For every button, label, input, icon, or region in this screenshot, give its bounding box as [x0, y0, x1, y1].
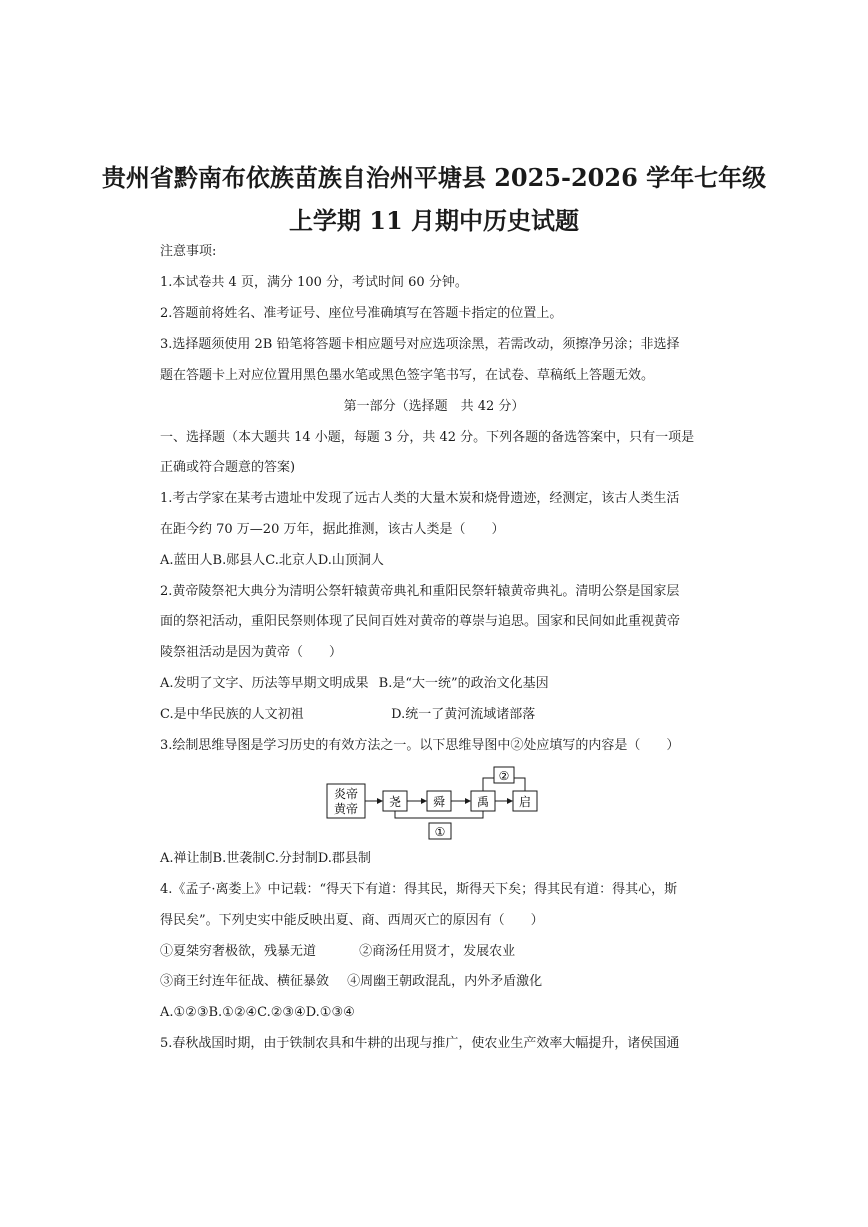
q2-stem-3: 陵祭祖活动是因为黄帝（ ） [160, 645, 343, 660]
q2-stem-2: 面的祭祀活动，重阳民祭则体现了民间百姓对黄帝的尊崇与追思。国家和民间如此重视黄帝 [160, 614, 681, 629]
q4-statement-4: ④周幽王朝政混乱，内外矛盾激化 [347, 974, 543, 989]
q3-stem: 3.绘制思维导图是学习历史的有效方法之一。以下思维导图中②处应填写的内容是（ ） [160, 738, 680, 753]
q1-stem-1: 1.考古学家在某考古遗址中发现了远古人类的大量木炭和烧骨遗迹，经测定，该古人类生活 [160, 491, 680, 506]
notice-heading: 注意事项: [160, 244, 217, 259]
q2-options-cd [160, 706, 716, 724]
exam-title-line2: 上学期 11 月期中历史试题 [288, 206, 580, 235]
notice-item-3-cont: 题在答题卡上对应位置用黑色墨水笔或黑色签字笔书写，在试卷、草稿纸上答题无效。 [160, 368, 655, 383]
q4-statement-3: ③商王纣连年征战、横征暴敛 [160, 974, 330, 989]
node-yu-label: 禹 [476, 795, 490, 809]
q4-statements-34 [160, 973, 716, 991]
q4-options: A.①②③B.①②④C.②③④D.①③④ [160, 1005, 355, 1020]
section-instructions-2: 正确或符合题意的答案) [160, 460, 296, 475]
node-shun-label: 舜 [432, 795, 446, 809]
q2-option-a: A.发明了文字、历法等早期文明成果 [160, 676, 369, 691]
q2-option-c: C.是中华民族的人文初祖 [160, 707, 304, 722]
node-yao-label: 尧 [388, 795, 402, 809]
start-label-2: 黄帝 [333, 802, 359, 816]
start-label-1: 炎帝 [333, 787, 359, 801]
q1-options: A.蓝田人B.郧县人C.北京人D.山顶洞人 [160, 553, 384, 568]
notice-item-1: 1.本试卷共 4 页，满分 100 分，考试时间 60 分钟。 [160, 275, 468, 290]
q2-option-d: D.统一了黄河流域诸部落 [391, 707, 536, 722]
q2-options-ab [160, 675, 716, 693]
q4-statement-1: ①夏桀穷奢极欲，残暴无道 [160, 944, 317, 959]
q2-stem-1: 2.黄帝陵祭祀大典分为清明公祭轩辕黄帝典礼和重阳民祭轩辕黄帝典礼。清明公祭是国家层 [160, 584, 680, 599]
q3-options: A.禅让制B.世袭制C.分封制D.郡县制 [160, 851, 371, 866]
q4-stem-1: 4.《孟子·离娄上》中记载：“得天下有道：得其民，斯得天下矣；得其民有道：得其心，斯 [160, 882, 678, 897]
mark-1: ① [434, 825, 446, 839]
node-qi-label: 启 [518, 795, 532, 809]
part1-heading: 第一部分（选择题 共 42 分） [343, 399, 525, 414]
q4-statement-2: ②商汤任用贤才，发展农业 [359, 944, 516, 959]
q3-mind-map [326, 766, 538, 842]
q4-stem-2: 得民矣”。下列史实中能反映出夏、商、西周灭亡的原因有（ ） [160, 913, 544, 928]
bracket-1 [395, 811, 483, 818]
exam-title-line1: 贵州省黔南布依族苗族自治州平塘县 2025-2026 学年七年级 [101, 163, 767, 192]
q2-option-b: B.是“大一统”的政治文化基因 [378, 676, 549, 691]
mark-2: ② [498, 769, 510, 783]
section-instructions-1: 一、选择题（本大题共 14 小题，每题 3 分，共 42 分。下列各题的备选答案中，只有一项是 [160, 430, 695, 445]
notice-item-2: 2.答题前将姓名、准考证号、座位号准确填写在答题卡指定的位置上。 [160, 306, 563, 321]
q4-statements-12 [160, 943, 716, 961]
notice-item-3: 3.选择题须使用 2B 铅笔将答题卡相应题号对应选项涂黑，若需改动，须擦净另涂；非选择 [160, 337, 680, 352]
q1-stem-2: 在距今约 70 万—20 万年，据此推测，该古人类是（ ） [160, 522, 505, 537]
q5-stem-1: 5.春秋战国时期，由于铁制农具和牛耕的出现与推广，使农业生产效率大幅提升，诸侯国通 [160, 1036, 680, 1051]
